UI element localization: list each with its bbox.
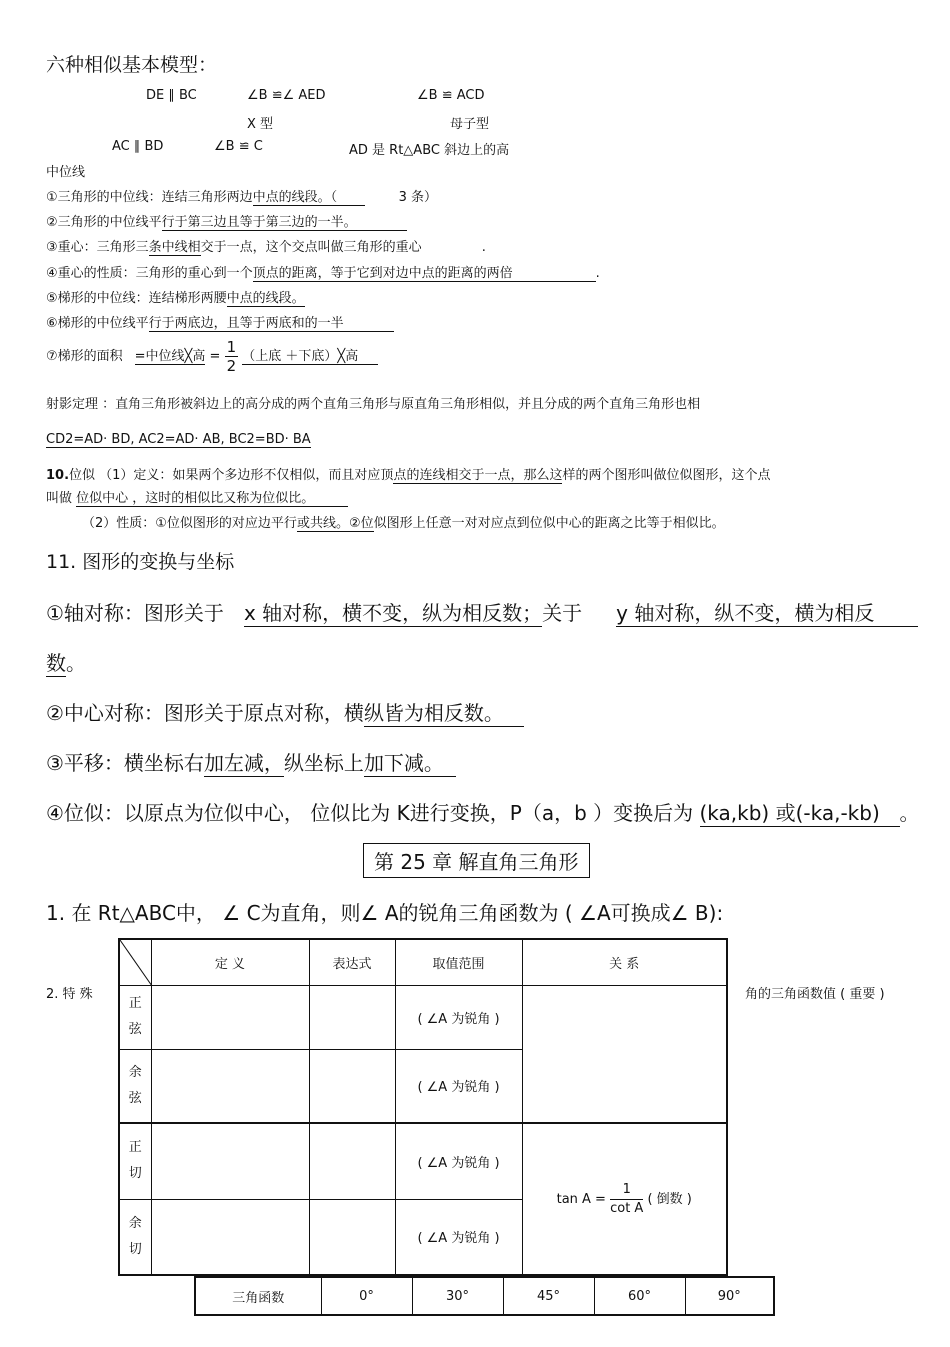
cell-tangent-range: ( ∠A 为锐角 ) xyxy=(395,1123,522,1199)
chapter-25-title: 第 25 章 解直角三角形 xyxy=(363,843,590,878)
cell-sine-definition xyxy=(151,985,309,1049)
transform-central-symmetry: ②中心对称：图形关于原点对称，横纵皆为相反数。 xyxy=(46,697,524,727)
cell-cotangent-expression xyxy=(309,1199,395,1275)
model-label-de-bc: DE ∥ BC xyxy=(146,88,197,103)
model-label-altitude: AD 是 Rt△ABC 斜边上的高 xyxy=(349,143,510,158)
fraction-one-half: $\frac{1}{2}$ xyxy=(226,338,237,375)
weisi-line-3: （2）性质：①位似图形的对应边平行或共线。②位似图形上任意一对对应点到位似中心的距离之比等于相似比。 xyxy=(82,512,725,532)
model-label-acd: ∠B ≌ ACD xyxy=(417,88,485,103)
model-label-aed: ∠B ≌∠ AED xyxy=(247,88,326,103)
transform-axis-symmetry: ①轴对称：图形关于 x 轴对称，横不变，纵为相反数；关于 y 轴对称，纵不变，横为相反 xyxy=(46,597,918,627)
trig-definition-table xyxy=(118,938,728,1276)
cell-relation-tan-cot: tan A = $\frac{1}{\text{cot A}}$ ( 倒数 ) xyxy=(522,1123,727,1275)
header-expression: 表达式 xyxy=(309,939,395,985)
model-label-x-type: X 型 xyxy=(247,117,274,132)
header-angle-90: 90° xyxy=(685,1277,774,1315)
cell-sine-expression xyxy=(309,985,395,1049)
cell-relation-sin-cos xyxy=(522,985,727,1123)
header-angle-45: 45° xyxy=(503,1277,594,1315)
transform-homothety: ④位似：以原点为位似中心， 位似比为 K进行变换，P（a，b ）变换后为 (ka,kb) 或(-ka,-kb) 。 xyxy=(46,797,920,827)
projection-formula: CD2=AD· BD, AC2=AD· AB, BC2=BD· BA xyxy=(46,432,311,447)
cell-cosine-range: ( ∠A 为锐角 ) xyxy=(395,1049,522,1123)
header-angle-60: 60° xyxy=(594,1277,685,1315)
row-label-cotangent: 余 切 xyxy=(119,1199,151,1275)
cell-cotangent-definition xyxy=(151,1199,309,1275)
weisi-line-1: 10.位似 （1）定义：如果两个多边形不仅相似，而且对应顶点的连线相交于一点，那么这样的两个图形叫做位似图形，这个点 xyxy=(46,464,770,484)
rule-1: ①三角形的中位线：连结三角形两边中点的线段。（ 3 条） xyxy=(46,186,437,206)
cell-tangent-definition xyxy=(151,1123,309,1199)
rule-6: ⑥梯形的中位线平行于两底边，且等于两底和的一半 xyxy=(46,312,394,332)
item-2-right: 角的三角函数值 ( 重要 ) xyxy=(745,987,885,1002)
cell-cotangent-range: ( ∠A 为锐角 ) xyxy=(395,1199,522,1275)
header-angle-30: 30° xyxy=(412,1277,503,1315)
special-angle-table xyxy=(194,1276,775,1316)
transform-translation: ③平移：横坐标右加左减，纵坐标上加下减。 xyxy=(46,747,456,777)
row-label-tangent: 正 切 xyxy=(119,1123,151,1199)
row-label-sine: 正 弦 xyxy=(119,985,151,1049)
rule-7: ⑦梯形的面积 =中位线╳高 = $\frac{1}{2}$ （上底 ＋下底）╳高 xyxy=(46,338,378,375)
row-label-cosine: 余 弦 xyxy=(119,1049,151,1123)
model-label-muzi-type: 母子型 xyxy=(450,117,490,132)
weisi-line-2: 叫做 位似中心 ，这时的相似比又称为位似比。 xyxy=(46,487,348,507)
cell-cosine-expression xyxy=(309,1049,395,1123)
section-11-title: 11. 图形的变换与坐标 xyxy=(46,551,235,573)
projection-theorem: 射影定理 ：直角三角形被斜边上的高分成的两个直角三角形与原直角三角形相似，并且分成的两个直角三角形也相 xyxy=(46,397,701,412)
midline-title: 中位线 xyxy=(46,165,86,180)
cell-sine-range: ( ∠A 为锐角 ) xyxy=(395,985,522,1049)
model-label-ac-bd: AC ∥ BD xyxy=(112,139,164,154)
header-angle-0: 0° xyxy=(321,1277,412,1315)
rule-5: ⑤梯形的中位线：连结梯形两腰中点的线段。 xyxy=(46,287,305,307)
header-definition: 定 义 xyxy=(151,939,309,985)
item-2-left: 2. 特 殊 xyxy=(46,987,93,1002)
diagonal-header-cell xyxy=(119,939,151,985)
header-range: 取值范围 xyxy=(395,939,522,985)
cell-cosine-definition xyxy=(151,1049,309,1123)
rule-4: ④重心的性质：三角形的重心到一个顶点的距离，等于它到对边中点的距离的两倍 . xyxy=(46,262,600,282)
model-label-c: ∠B ≌ C xyxy=(214,139,263,154)
cell-tangent-expression xyxy=(309,1123,395,1199)
item-1-trig-functions: 1. 在 Rt△ABC中， ∠ C为直角，则∠ A的锐角三角函数为 ( ∠A可换成∠ B): xyxy=(46,901,724,925)
header-relation: 关 系 xyxy=(522,939,727,985)
diagonal-line xyxy=(120,940,152,986)
transform-axis-symmetry-cont: 数。 xyxy=(46,647,86,677)
rule-3: ③重心：三角形三条中线相交于一点，这个交点叫做三角形的重心 . xyxy=(46,236,486,256)
heading-similar-models: 六种相似基本模型： xyxy=(46,54,218,76)
rule-2: ②三角形的中位线平行于第三边且等于第三边的一半。 xyxy=(46,211,407,231)
header-trig-function: 三角函数 xyxy=(195,1277,321,1315)
